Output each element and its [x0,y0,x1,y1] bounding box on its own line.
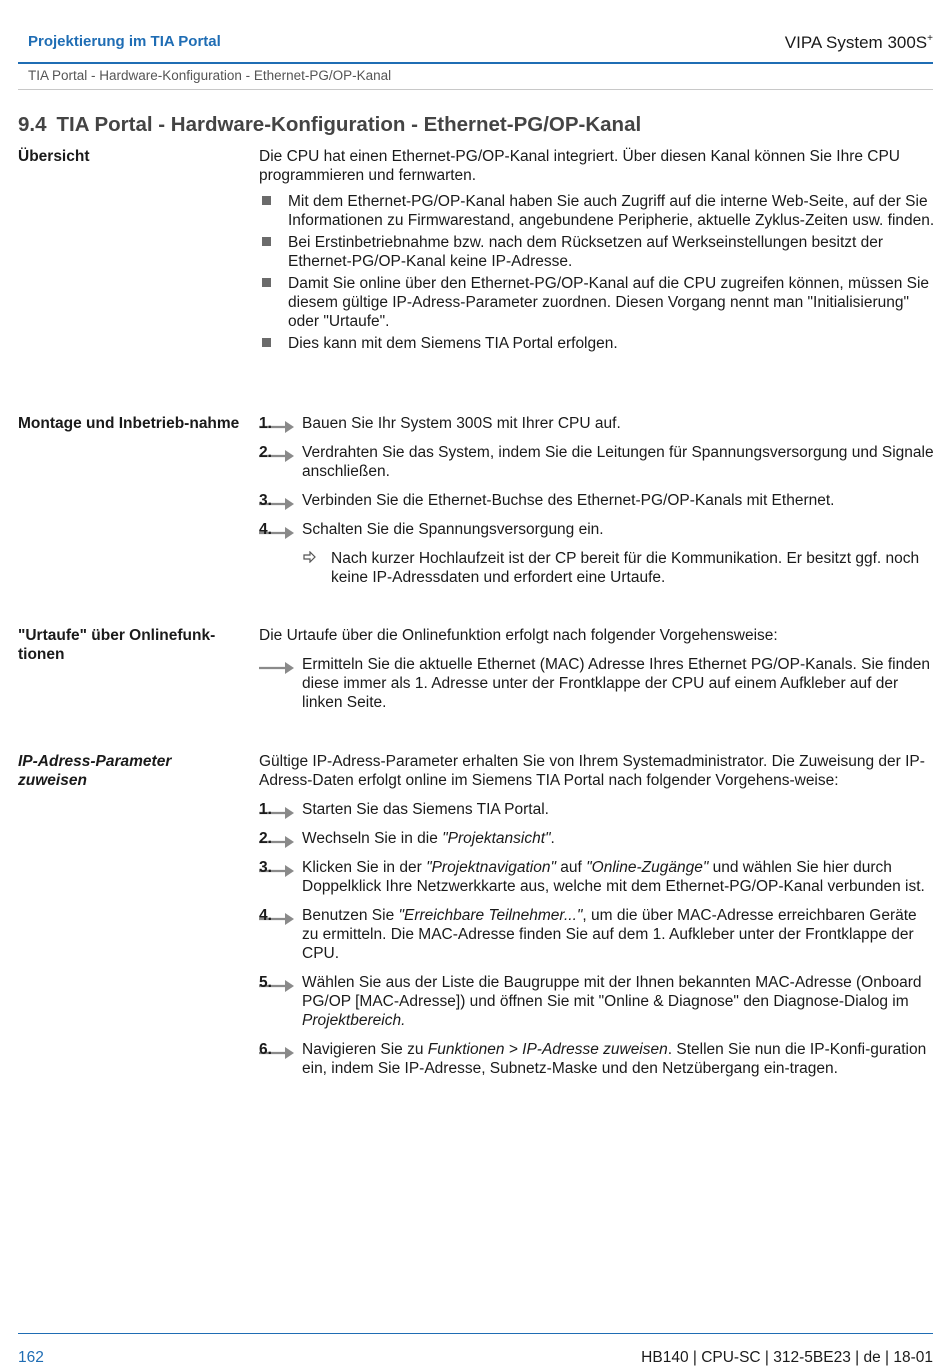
step-item: 1. Starten Sie das Siemens TIA Portal. [259,801,549,818]
urtaufe-label: "Urtaufe" über Onlinefunk-tionen [18,627,216,663]
section-heading [18,113,641,137]
step-item: 3. Klicken Sie in der "Projektnavigation" auf "Online-Zugänge" und wählen Sie hier durch Doppelklick Ihre Netzwerkkarte aus, welche mit dem Ethernet-PG/OP-Kanal verbunden ist. [259,859,925,895]
product-name-superscript: + [927,33,933,44]
product-name: VIPA System 300S+ [784,33,933,52]
step-item: 4. Benutzen Sie "Erreichbare Teilnehmer...", um die über MAC-Adresse erreichbaren Geräte zu ermitteln. Die MAC-Adresse finden Sie auf dem 1. Aufkleber unter der Frontklappe der CPU. [259,907,917,962]
step-item: 4. Schalten Sie die Spannungsversorgung ein. [259,521,604,538]
square-bullet-icon [262,278,271,287]
chapter-title: Projektierung im TIA Portal [28,33,221,50]
step-item: 3. Verbinden Sie die Ethernet-Buchse des Ethernet-PG/OP-Kanals mit Ethernet. [259,492,835,509]
overview-bullet: Dies kann mit dem Siemens TIA Portal erfolgen. [259,334,935,353]
step-number: 1. [259,800,295,819]
ipparam-block [259,752,935,1088]
montage-label: Montage und Inbetrieb-nahme [18,415,240,432]
step-number: 2. [259,443,295,462]
breadcrumb: TIA Portal - Hardware-Konfiguration - Ethernet-PG/OP-Kanal [28,68,392,83]
ipparam-steps [259,800,935,1078]
step-item: 5. Wählen Sie aus der Liste die Baugruppe mit der Ihnen bekannten MAC-Adresse (Onboard PG/OP [MAC-Adresse]) und öffnen Sie mit "Online & Diagnose" den Diagnose-Dialog im Projektbereich. [259,974,922,1029]
result-arrow-icon [303,551,317,563]
step-item: 2. Wechseln Sie in die "Projektansicht". [259,830,555,847]
step-number: 4. [259,520,295,539]
document-id: HB140 | CPU-SC | 312-5BE23 | de | 18-01 [641,1349,933,1366]
overview-block [259,147,935,353]
step-number: 1. [259,414,295,433]
footer-rule [18,1333,933,1334]
page-number: 162 [18,1349,44,1366]
overview-bullet: Bei Erstinbetriebnahme bzw. nach dem Rücksetzen auf Werkseinstellungen besitzt der Ethernet-PG/OP-Kanal keine IP-Adresse. [259,233,935,271]
overview-intro: Die CPU hat einen Ethernet-PG/OP-Kanal integriert. Über diesen Kanal können Sie Ihre CPU programmieren und fernwarten. [259,148,901,184]
section-title: TIA Portal - Hardware-Konfiguration - Ethernet-PG/OP-Kanal [56,113,642,136]
step-marker [259,655,295,674]
square-bullet-icon [262,338,271,347]
overview-bullet: Mit dem Ethernet-PG/OP-Kanal haben Sie auch Zugriff auf die interne Web-Seite, auf der Sie Informationen zu Firmwarestand, angebundene Peripherie, aktuelle Zyklus-Zeiten usw. finden. [259,192,935,230]
step-number: 3. [259,491,295,510]
urtaufe-intro: Die Urtaufe über die Onlinefunktion erfolgt nach folgender Vorgehensweise: [259,627,778,644]
step-number: 2. [259,829,295,848]
breadcrumb-rule [18,89,933,90]
step-arrow-icon [259,662,295,674]
step-result: Nach kurzer Hochlaufzeit ist der CP bereit für die Kommunikation. Er besitzt ggf. noch keine IP-Adressdaten und erfordert eine Urtaufe. [259,549,935,587]
step-number: 3. [259,858,295,877]
header-rule [18,62,933,64]
step-number: 5. [259,973,295,992]
step-item: Ermitteln Sie die aktuelle Ethernet (MAC) Adresse Ihres Ethernet PG/OP-Kanals. Sie finden diese immer als 1. Adresse unter der Frontklappe der CPU auf einem Aufkleber auf der linken Seite. [259,655,935,712]
montage-block [259,414,935,587]
section-number: 9.4 [18,113,47,136]
step-number: 4. [259,906,295,925]
urtaufe-block [259,626,935,722]
square-bullet-icon [262,237,271,246]
step-number: 6. [259,1040,295,1059]
step-item: 1. Bauen Sie Ihr System 300S mit Ihrer CPU auf. [259,415,621,432]
step-item: 2. Verdrahten Sie das System, indem Sie die Leitungen für Spannungsversorgung und Signale anschließen. [259,444,934,480]
ipparam-label: IP-Adress-Parameter zuweisen [18,753,172,789]
overview-label: Übersicht [18,148,90,165]
overview-bullet: Damit Sie online über den Ethernet-PG/OP-Kanal auf die CPU zugreifen können, müssen Sie diesem gültige IP-Adress-Parameter zuordnen. Diesen Vorgang nennt man "Initialisierung" oder "Urtaufe". [259,274,935,331]
ipparam-intro: Gültige IP-Adress-Parameter erhalten Sie von Ihrem Systemadministrator. Die Zuweisung der IP-Adress-Daten erfolgt online im Siemens TIA Portal nach folgender Vorgehens-weise: [259,753,925,789]
step-item: 6. Navigieren Sie zu Funktionen > IP-Adresse zuweisen. Stellen Sie nun die IP-Konfi-guration ein, indem Sie IP-Adresse, Subnetz-Maske und den Netzübergang ein-tragen. [259,1041,927,1077]
square-bullet-icon [262,196,271,205]
